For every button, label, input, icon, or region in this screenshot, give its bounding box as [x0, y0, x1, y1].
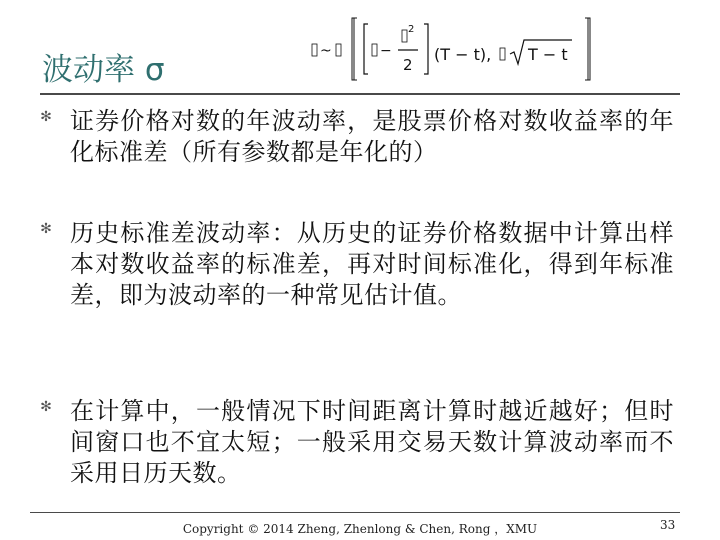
- bullet-text: 在计算中，一般情况下时间距离计算时越近越好；但时间窗口也不宜太短；一般采用交易天数计算波动率而不采用日历天数。: [70, 397, 674, 487]
- formula-glyph-box: [372, 44, 377, 56]
- bullet-text: 历史标准差波动率：从历史的证券价格数据中计算出样本对数收益率的标准差，再对时间标准化，得到年标准差，即为波动率的一种常见估计值。: [70, 219, 674, 309]
- formula-glyph-box: [500, 48, 505, 60]
- footer-divider: [30, 512, 680, 513]
- bullet-marker-icon: ✻: [40, 109, 52, 125]
- bullet-text: 证券价格对数的年波动率，是股票价格对数收益率的年化标准差（所有参数都是年化的）: [70, 107, 674, 166]
- inner-right-bracket: [424, 24, 428, 74]
- fraction-exponent: 2: [408, 24, 415, 35]
- copyright-notice: Copyright © 2014 Zheng, Zhenlong & Chen, Rong ，XMU: [182, 522, 538, 536]
- slide-title: 波动率 σ: [42, 52, 165, 88]
- fraction-denominator: 2: [403, 56, 413, 74]
- time-expression: (T − t),: [434, 45, 492, 64]
- formula-glyph-box: [402, 30, 407, 42]
- outer-right-bracket: [585, 18, 590, 80]
- lognormal-formula: [310, 10, 600, 86]
- page-number: 33: [660, 518, 676, 532]
- svg-text:−: −: [380, 43, 392, 59]
- bullet-marker-icon: ✻: [40, 221, 52, 237]
- title-divider: [40, 93, 680, 95]
- formula-tilde: ~: [320, 43, 332, 59]
- bullet-marker-icon: ✻: [40, 399, 52, 415]
- formula-glyph-box: [336, 44, 341, 56]
- sqrt-expression: T − t: [528, 45, 568, 64]
- inner-left-bracket: [364, 24, 368, 74]
- formula-glyph-box: [312, 44, 317, 56]
- outer-left-bracket: [352, 18, 357, 80]
